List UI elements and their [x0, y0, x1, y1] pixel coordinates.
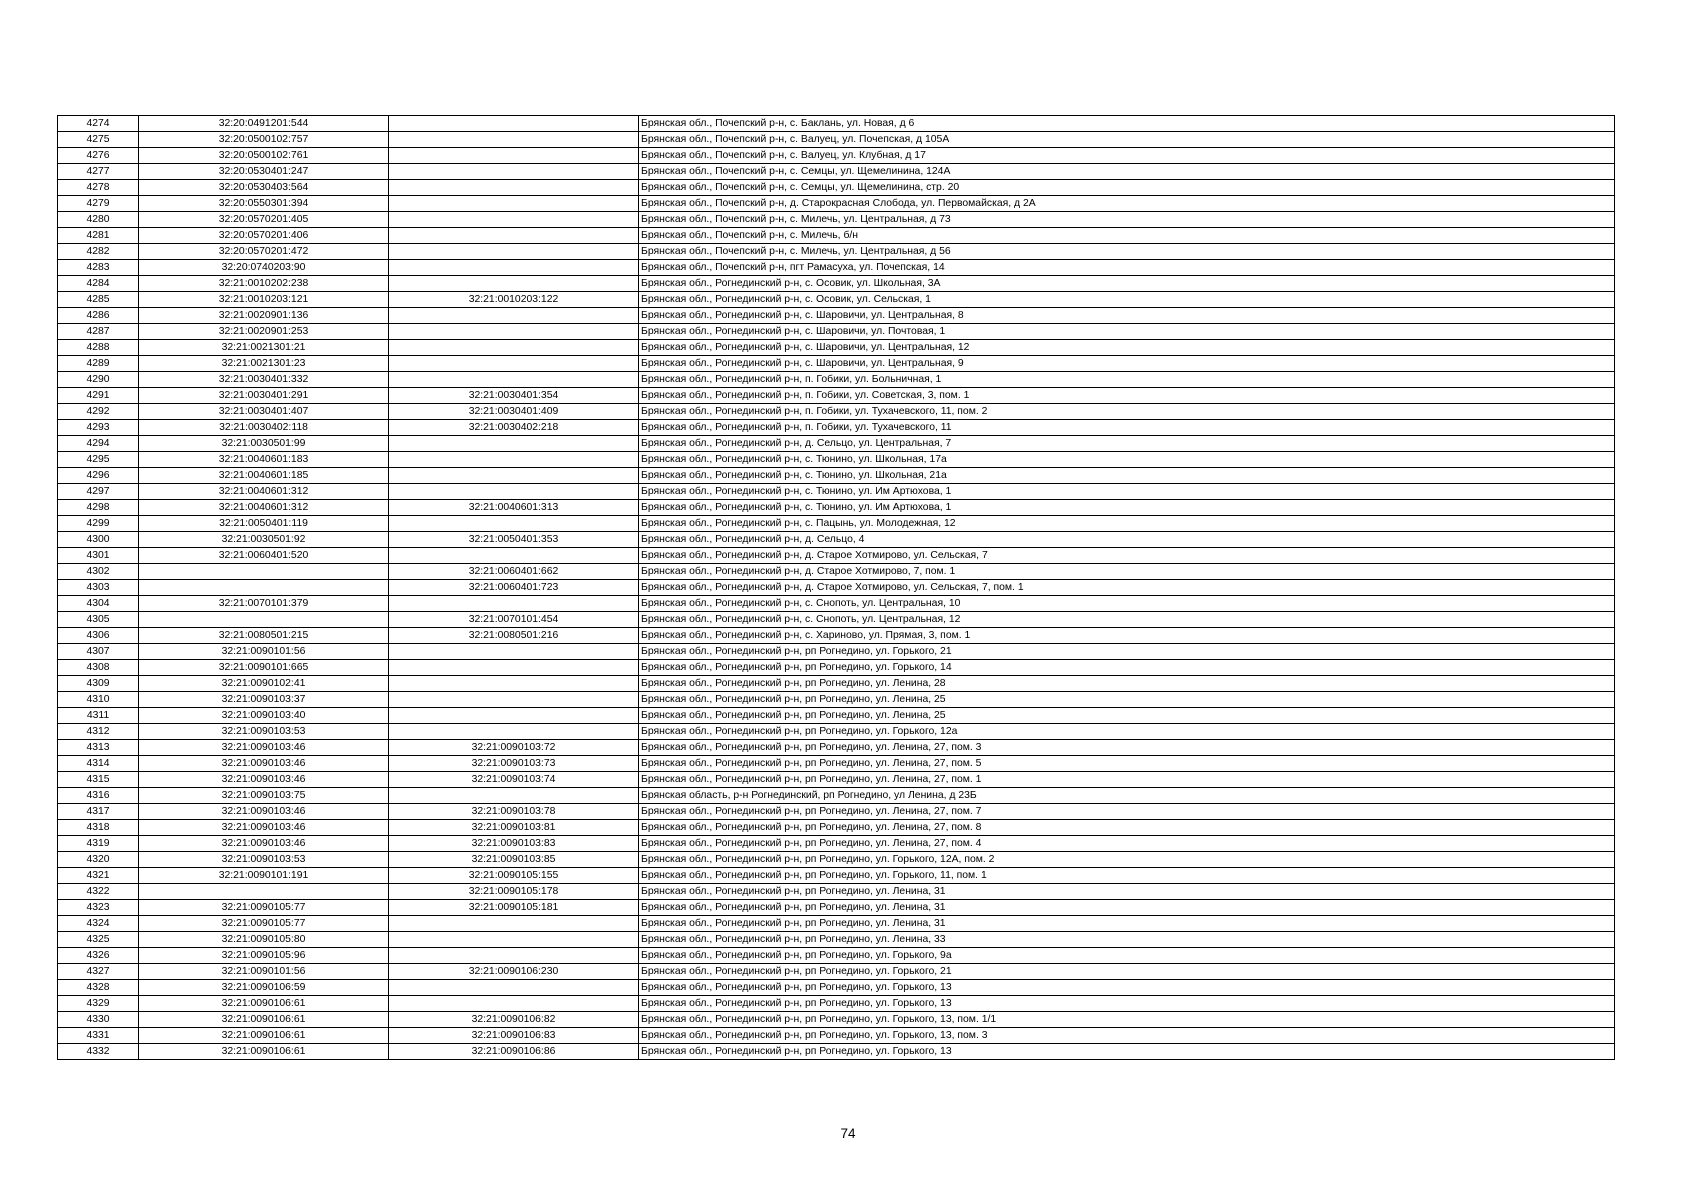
table-row — [58, 916, 1615, 932]
cadastral-number-cell: 32:21:0090103:53 — [139, 852, 389, 868]
linked-cadastral-number-cell — [389, 516, 639, 532]
address-cell: Брянская обл., Рогнединский р-н, рп Рогнедино, ул. Горького, 13 — [639, 1044, 1615, 1060]
cadastral-number-cell: 32:21:0090103:46 — [139, 756, 389, 772]
table-row — [58, 692, 1615, 708]
row-number-cell: 4324 — [58, 916, 139, 932]
linked-cadastral-number-cell — [389, 372, 639, 388]
linked-cadastral-number-cell: 32:21:0090106:86 — [389, 1044, 639, 1060]
row-number-cell: 4280 — [58, 212, 139, 228]
address-cell: Брянская обл., Рогнединский р-н, д. Сельцо, 4 — [639, 532, 1615, 548]
address-cell: Брянская обл., Рогнединский р-н, рп Рогнедино, ул. Ленина, 31 — [639, 900, 1615, 916]
linked-cadastral-number-cell — [389, 436, 639, 452]
row-number-cell: 4312 — [58, 724, 139, 740]
address-cell: Брянская обл., Рогнединский р-н, д. Старое Хотмирово, ул. Сельская, 7, пом. 1 — [639, 580, 1615, 596]
table-row — [58, 500, 1615, 516]
address-cell: Брянская обл., Рогнединский р-н, рп Рогнедино, ул. Ленина, 27, пом. 3 — [639, 740, 1615, 756]
cadastral-number-cell: 32:21:0090105:96 — [139, 948, 389, 964]
address-cell: Брянская обл., Рогнединский р-н, рп Рогнедино, ул. Ленина, 31 — [639, 916, 1615, 932]
address-cell: Брянская обл., Рогнединский р-н, с. Шаровичи, ул. Центральная, 8 — [639, 308, 1615, 324]
row-number-cell: 4320 — [58, 852, 139, 868]
table-row — [58, 852, 1615, 868]
table-row — [58, 228, 1615, 244]
cadastral-number-cell: 32:21:0090105:77 — [139, 916, 389, 932]
table-row — [58, 196, 1615, 212]
address-cell: Брянская обл., Почепский р-н, с. Милечь, ул. Центральная, д 56 — [639, 244, 1615, 260]
cadastral-number-cell: 32:20:0570201:405 — [139, 212, 389, 228]
cadastral-number-cell: 32:20:0491201:544 — [139, 116, 389, 132]
table-row — [58, 740, 1615, 756]
table-row — [58, 212, 1615, 228]
row-number-cell: 4305 — [58, 612, 139, 628]
linked-cadastral-number-cell — [389, 724, 639, 740]
cadastral-number-cell: 32:21:0040601:185 — [139, 468, 389, 484]
address-cell: Брянская обл., Рогнединский р-н, с. Шаровичи, ул. Центральная, 9 — [639, 356, 1615, 372]
address-cell: Брянская обл., Почепский р-н, с. Валуец, ул. Клубная, д 17 — [639, 148, 1615, 164]
linked-cadastral-number-cell: 32:21:0060401:723 — [389, 580, 639, 596]
table-row — [58, 132, 1615, 148]
cadastral-number-cell: 32:21:0040601:312 — [139, 484, 389, 500]
table-row — [58, 756, 1615, 772]
row-number-cell: 4284 — [58, 276, 139, 292]
row-number-cell: 4299 — [58, 516, 139, 532]
table-row — [58, 388, 1615, 404]
table-row — [58, 1044, 1615, 1060]
table-row — [58, 516, 1615, 532]
linked-cadastral-number-cell — [389, 260, 639, 276]
row-number-cell: 4296 — [58, 468, 139, 484]
cadastral-number-cell: 32:21:0030401:332 — [139, 372, 389, 388]
address-cell: Брянская обл., Рогнединский р-н, рп Рогнедино, ул. Горького, 21 — [639, 964, 1615, 980]
cadastral-number-cell: 32:21:0030501:99 — [139, 436, 389, 452]
linked-cadastral-number-cell: 32:21:0090105:155 — [389, 868, 639, 884]
address-cell: Брянская обл., Рогнединский р-н, рп Рогнедино, ул. Ленина, 27, пом. 5 — [639, 756, 1615, 772]
row-number-cell: 4308 — [58, 660, 139, 676]
cadastral-number-cell: 32:21:0030402:118 — [139, 420, 389, 436]
row-number-cell: 4295 — [58, 452, 139, 468]
linked-cadastral-number-cell — [389, 980, 639, 996]
cadastral-number-cell — [139, 564, 389, 580]
cadastral-number-cell: 32:21:0020901:136 — [139, 308, 389, 324]
table-row — [58, 644, 1615, 660]
row-number-cell: 4292 — [58, 404, 139, 420]
address-cell: Брянская обл., Рогнединский р-н, рп Рогнедино, ул. Горького, 13 — [639, 980, 1615, 996]
cadastral-number-cell: 32:21:0090103:53 — [139, 724, 389, 740]
address-cell: Брянская обл., Рогнединский р-н, д. Старое Хотмирово, ул. Сельская, 7 — [639, 548, 1615, 564]
address-cell: Брянская обл., Рогнединский р-н, д. Сельцо, ул. Центральная, 7 — [639, 436, 1615, 452]
row-number-cell: 4329 — [58, 996, 139, 1012]
table-row — [58, 180, 1615, 196]
linked-cadastral-number-cell: 32:21:0090103:81 — [389, 820, 639, 836]
linked-cadastral-number-cell: 32:21:0090103:73 — [389, 756, 639, 772]
row-number-cell: 4331 — [58, 1028, 139, 1044]
address-cell: Брянская обл., Почепский р-н, пгт Рамасуха, ул. Почепская, 14 — [639, 260, 1615, 276]
cadastral-number-cell: 32:21:0090103:37 — [139, 692, 389, 708]
address-cell: Брянская обл., Почепский р-н, д. Старокрасная Слобода, ул. Первомайская, д 2А — [639, 196, 1615, 212]
row-number-cell: 4323 — [58, 900, 139, 916]
row-number-cell: 4281 — [58, 228, 139, 244]
table-row — [58, 772, 1615, 788]
cadastral-number-cell: 32:21:0090106:61 — [139, 1044, 389, 1060]
registry-table-body — [58, 116, 1615, 1060]
linked-cadastral-number-cell — [389, 996, 639, 1012]
address-cell: Брянская обл., Рогнединский р-н, рп Рогнедино, ул. Горького, 13 — [639, 996, 1615, 1012]
address-cell: Брянская обл., Рогнединский р-н, рп Рогнедино, ул. Ленина, 27, пом. 8 — [639, 820, 1615, 836]
table-row — [58, 372, 1615, 388]
row-number-cell: 4327 — [58, 964, 139, 980]
row-number-cell: 4313 — [58, 740, 139, 756]
cadastral-number-cell: 32:21:0090103:46 — [139, 804, 389, 820]
address-cell: Брянская обл., Рогнединский р-н, с. Тюнино, ул. Школьная, 17а — [639, 452, 1615, 468]
cadastral-number-cell: 32:21:0050401:119 — [139, 516, 389, 532]
linked-cadastral-number-cell — [389, 948, 639, 964]
row-number-cell: 4322 — [58, 884, 139, 900]
cadastral-number-cell: 32:21:0021301:21 — [139, 340, 389, 356]
address-cell: Брянская обл., Рогнединский р-н, п. Гобики, ул. Тухачевского, 11 — [639, 420, 1615, 436]
row-number-cell: 4307 — [58, 644, 139, 660]
address-cell: Брянская обл., Рогнединский р-н, с. Осовик, ул. Сельская, 1 — [639, 292, 1615, 308]
cadastral-number-cell: 32:21:0090106:61 — [139, 1012, 389, 1028]
linked-cadastral-number-cell: 32:21:0080501:216 — [389, 628, 639, 644]
row-number-cell: 4306 — [58, 628, 139, 644]
linked-cadastral-number-cell — [389, 788, 639, 804]
table-row — [58, 788, 1615, 804]
cadastral-number-cell: 32:21:0090103:46 — [139, 820, 389, 836]
row-number-cell: 4283 — [58, 260, 139, 276]
linked-cadastral-number-cell: 32:21:0090103:85 — [389, 852, 639, 868]
row-number-cell: 4315 — [58, 772, 139, 788]
table-row — [58, 244, 1615, 260]
cadastral-number-cell: 32:20:0570201:472 — [139, 244, 389, 260]
table-row — [58, 820, 1615, 836]
address-cell: Брянская обл., Рогнединский р-н, с. Шаровичи, ул. Почтовая, 1 — [639, 324, 1615, 340]
cadastral-number-cell: 32:21:0090106:61 — [139, 996, 389, 1012]
cadastral-number-cell: 32:21:0010202:238 — [139, 276, 389, 292]
address-cell: Брянская обл., Рогнединский р-н, рп Рогнедино, ул. Горького, 12а — [639, 724, 1615, 740]
table-row — [58, 548, 1615, 564]
linked-cadastral-number-cell — [389, 484, 639, 500]
address-cell: Брянская обл., Почепский р-н, с. Семцы, ул. Щемелинина, стр. 20 — [639, 180, 1615, 196]
cadastral-number-cell: 32:21:0090103:75 — [139, 788, 389, 804]
linked-cadastral-number-cell: 32:21:0090103:78 — [389, 804, 639, 820]
linked-cadastral-number-cell — [389, 676, 639, 692]
cadastral-number-cell: 32:21:0060401:520 — [139, 548, 389, 564]
cadastral-number-cell: 32:21:0090105:77 — [139, 900, 389, 916]
row-number-cell: 4300 — [58, 532, 139, 548]
table-row — [58, 452, 1615, 468]
address-cell: Брянская обл., Рогнединский р-н, с. Шаровичи, ул. Центральная, 12 — [639, 340, 1615, 356]
row-number-cell: 4279 — [58, 196, 139, 212]
cadastral-number-cell: 32:20:0570201:406 — [139, 228, 389, 244]
table-row — [58, 724, 1615, 740]
row-number-cell: 4276 — [58, 148, 139, 164]
table-row — [58, 980, 1615, 996]
address-cell: Брянская обл., Рогнединский р-н, с. Снопоть, ул. Центральная, 10 — [639, 596, 1615, 612]
row-number-cell: 4275 — [58, 132, 139, 148]
address-cell: Брянская обл., Рогнединский р-н, с. Осовик, ул. Школьная, 3А — [639, 276, 1615, 292]
row-number-cell: 4277 — [58, 164, 139, 180]
address-cell: Брянская обл., Рогнединский р-н, рп Рогнедино, ул. Ленина, 25 — [639, 708, 1615, 724]
table-row — [58, 436, 1615, 452]
row-number-cell: 4274 — [58, 116, 139, 132]
cadastral-number-cell: 32:20:0500102:761 — [139, 148, 389, 164]
table-row — [58, 484, 1615, 500]
row-number-cell: 4289 — [58, 356, 139, 372]
row-number-cell: 4285 — [58, 292, 139, 308]
address-cell: Брянская обл., Рогнединский р-н, рп Рогнедино, ул. Горького, 9а — [639, 948, 1615, 964]
row-number-cell: 4301 — [58, 548, 139, 564]
address-cell: Брянская обл., Рогнединский р-н, рп Рогнедино, ул. Ленина, 33 — [639, 932, 1615, 948]
linked-cadastral-number-cell: 32:21:0050401:353 — [389, 532, 639, 548]
table-row — [58, 340, 1615, 356]
table-row — [58, 804, 1615, 820]
address-cell: Брянская обл., Рогнединский р-н, с. Тюнино, ул. Им Артюхова, 1 — [639, 484, 1615, 500]
row-number-cell: 4287 — [58, 324, 139, 340]
cadastral-number-cell: 32:21:0010203:121 — [139, 292, 389, 308]
linked-cadastral-number-cell: 32:21:0030401:354 — [389, 388, 639, 404]
row-number-cell: 4328 — [58, 980, 139, 996]
address-cell: Брянская обл., Рогнединский р-н, с. Тюнино, ул. Им Артюхова, 1 — [639, 500, 1615, 516]
cadastral-number-cell: 32:21:0021301:23 — [139, 356, 389, 372]
linked-cadastral-number-cell: 32:21:0090106:230 — [389, 964, 639, 980]
linked-cadastral-number-cell: 32:21:0010203:122 — [389, 292, 639, 308]
row-number-cell: 4317 — [58, 804, 139, 820]
cadastral-number-cell: 32:21:0090101:191 — [139, 868, 389, 884]
row-number-cell: 4278 — [58, 180, 139, 196]
address-cell: Брянская обл., Почепский р-н, с. Семцы, ул. Щемелинина, 124А — [639, 164, 1615, 180]
table-row — [58, 260, 1615, 276]
table-row — [58, 324, 1615, 340]
row-number-cell: 4311 — [58, 708, 139, 724]
table-row — [58, 948, 1615, 964]
cadastral-number-cell: 32:21:0070101:379 — [139, 596, 389, 612]
linked-cadastral-number-cell — [389, 324, 639, 340]
cadastral-number-cell: 32:21:0090103:46 — [139, 772, 389, 788]
cadastral-number-cell: 32:21:0030401:291 — [139, 388, 389, 404]
address-cell: Брянская обл., Рогнединский р-н, рп Рогнедино, ул. Горького, 12А, пом. 2 — [639, 852, 1615, 868]
address-cell: Брянская обл., Рогнединский р-н, п. Гобики, ул. Советская, 3, пом. 1 — [639, 388, 1615, 404]
row-number-cell: 4310 — [58, 692, 139, 708]
linked-cadastral-number-cell — [389, 468, 639, 484]
row-number-cell: 4286 — [58, 308, 139, 324]
cadastral-number-cell: 32:21:0020901:253 — [139, 324, 389, 340]
address-cell: Брянская обл., Рогнединский р-н, рп Рогнедино, ул. Ленина, 25 — [639, 692, 1615, 708]
cadastral-number-cell — [139, 884, 389, 900]
address-cell: Брянская обл., Рогнединский р-н, п. Гобики, ул. Тухачевского, 11, пом. 2 — [639, 404, 1615, 420]
cadastral-number-cell: 32:21:0040601:183 — [139, 452, 389, 468]
row-number-cell: 4303 — [58, 580, 139, 596]
linked-cadastral-number-cell: 32:21:0090106:82 — [389, 1012, 639, 1028]
linked-cadastral-number-cell: 32:21:0090105:181 — [389, 900, 639, 916]
table-row — [58, 836, 1615, 852]
linked-cadastral-number-cell — [389, 596, 639, 612]
cadastral-number-cell: 32:20:0530401:247 — [139, 164, 389, 180]
cadastral-number-cell: 32:20:0530403:564 — [139, 180, 389, 196]
linked-cadastral-number-cell — [389, 116, 639, 132]
address-cell: Брянская обл., Рогнединский р-н, п. Гобики, ул. Больничная, 1 — [639, 372, 1615, 388]
linked-cadastral-number-cell — [389, 660, 639, 676]
linked-cadastral-number-cell: 32:21:0070101:454 — [389, 612, 639, 628]
linked-cadastral-number-cell: 32:21:0030401:409 — [389, 404, 639, 420]
address-cell: Брянская обл., Рогнединский р-н, д. Старое Хотмирово, 7, пом. 1 — [639, 564, 1615, 580]
table-row — [58, 356, 1615, 372]
table-row — [58, 404, 1615, 420]
registry-table — [57, 115, 1615, 1060]
linked-cadastral-number-cell — [389, 148, 639, 164]
cadastral-number-cell — [139, 580, 389, 596]
linked-cadastral-number-cell — [389, 692, 639, 708]
cadastral-number-cell: 32:21:0080501:215 — [139, 628, 389, 644]
table-row — [58, 580, 1615, 596]
linked-cadastral-number-cell — [389, 276, 639, 292]
cadastral-number-cell: 32:21:0090101:56 — [139, 964, 389, 980]
address-cell: Брянская обл., Почепский р-н, с. Милечь, б/н — [639, 228, 1615, 244]
table-row — [58, 292, 1615, 308]
cadastral-number-cell: 32:21:0030401:407 — [139, 404, 389, 420]
address-cell: Брянская область, р-н Рогнединский, рп Рогнедино, ул Ленина, д 23Б — [639, 788, 1615, 804]
cadastral-number-cell — [139, 612, 389, 628]
table-row — [58, 532, 1615, 548]
linked-cadastral-number-cell — [389, 452, 639, 468]
cadastral-number-cell: 32:20:0550301:394 — [139, 196, 389, 212]
table-row — [58, 308, 1615, 324]
linked-cadastral-number-cell: 32:21:0060401:662 — [389, 564, 639, 580]
linked-cadastral-number-cell: 32:21:0090106:83 — [389, 1028, 639, 1044]
linked-cadastral-number-cell: 32:21:0040601:313 — [389, 500, 639, 516]
table-row — [58, 148, 1615, 164]
address-cell: Брянская обл., Рогнединский р-н, рп Рогнедино, ул. Горького, 13, пом. 3 — [639, 1028, 1615, 1044]
cadastral-number-cell: 32:21:0090101:665 — [139, 660, 389, 676]
linked-cadastral-number-cell — [389, 356, 639, 372]
row-number-cell: 4325 — [58, 932, 139, 948]
table-row — [58, 1028, 1615, 1044]
row-number-cell: 4309 — [58, 676, 139, 692]
address-cell: Брянская обл., Рогнединский р-н, с. Снопоть, ул. Центральная, 12 — [639, 612, 1615, 628]
cadastral-number-cell: 32:21:0090103:46 — [139, 740, 389, 756]
table-row — [58, 564, 1615, 580]
page-number: 74 — [840, 1126, 856, 1141]
address-cell: Брянская обл., Рогнединский р-н, с. Тюнино, ул. Школьная, 21а — [639, 468, 1615, 484]
linked-cadastral-number-cell — [389, 228, 639, 244]
address-cell: Брянская обл., Рогнединский р-н, рп Рогнедино, ул. Ленина, 31 — [639, 884, 1615, 900]
row-number-cell: 4304 — [58, 596, 139, 612]
address-cell: Брянская обл., Рогнединский р-н, рп Рогнедино, ул. Горького, 11, пом. 1 — [639, 868, 1615, 884]
table-row — [58, 468, 1615, 484]
cadastral-number-cell: 32:21:0090103:46 — [139, 836, 389, 852]
row-number-cell: 4326 — [58, 948, 139, 964]
row-number-cell: 4316 — [58, 788, 139, 804]
table-row — [58, 1012, 1615, 1028]
address-cell: Брянская обл., Рогнединский р-н, рп Рогнедино, ул. Ленина, 28 — [639, 676, 1615, 692]
cadastral-number-cell: 32:21:0090106:59 — [139, 980, 389, 996]
address-cell: Брянская обл., Рогнединский р-н, рп Рогнедино, ул. Горького, 21 — [639, 644, 1615, 660]
row-number-cell: 4294 — [58, 436, 139, 452]
linked-cadastral-number-cell — [389, 132, 639, 148]
linked-cadastral-number-cell — [389, 244, 639, 260]
address-cell: Брянская обл., Рогнединский р-н, рп Рогнедино, ул. Ленина, 27, пом. 7 — [639, 804, 1615, 820]
address-cell: Брянская обл., Рогнединский р-н, рп Рогнедино, ул. Ленина, 27, пом. 4 — [639, 836, 1615, 852]
address-cell: Брянская обл., Рогнединский р-н, рп Рогнедино, ул. Горького, 14 — [639, 660, 1615, 676]
table-row — [58, 612, 1615, 628]
linked-cadastral-number-cell — [389, 164, 639, 180]
table-row — [58, 964, 1615, 980]
cadastral-number-cell: 32:21:0090102:41 — [139, 676, 389, 692]
row-number-cell: 4288 — [58, 340, 139, 356]
cadastral-number-cell: 32:21:0090105:80 — [139, 932, 389, 948]
address-cell: Брянская обл., Почепский р-н, с. Баклань, ул. Новая, д 6 — [639, 116, 1615, 132]
row-number-cell: 4290 — [58, 372, 139, 388]
row-number-cell: 4319 — [58, 836, 139, 852]
linked-cadastral-number-cell — [389, 180, 639, 196]
linked-cadastral-number-cell — [389, 932, 639, 948]
cadastral-number-cell: 32:21:0040601:312 — [139, 500, 389, 516]
table-row — [58, 660, 1615, 676]
linked-cadastral-number-cell: 32:21:0030402:218 — [389, 420, 639, 436]
cadastral-number-cell: 32:21:0090106:61 — [139, 1028, 389, 1044]
row-number-cell: 4291 — [58, 388, 139, 404]
table-row — [58, 420, 1615, 436]
address-cell: Брянская обл., Рогнединский р-н, рп Рогнедино, ул. Ленина, 27, пом. 1 — [639, 772, 1615, 788]
table-row — [58, 676, 1615, 692]
linked-cadastral-number-cell: 32:21:0090103:72 — [389, 740, 639, 756]
cadastral-number-cell: 32:21:0090101:56 — [139, 644, 389, 660]
cadastral-number-cell: 32:21:0030501:92 — [139, 532, 389, 548]
cadastral-number-cell: 32:20:0740203:90 — [139, 260, 389, 276]
linked-cadastral-number-cell — [389, 548, 639, 564]
linked-cadastral-number-cell — [389, 308, 639, 324]
linked-cadastral-number-cell — [389, 196, 639, 212]
linked-cadastral-number-cell — [389, 212, 639, 228]
address-cell: Брянская обл., Рогнединский р-н, рп Рогнедино, ул. Горького, 13, пом. 1/1 — [639, 1012, 1615, 1028]
table-row — [58, 996, 1615, 1012]
table-row — [58, 276, 1615, 292]
table-row — [58, 116, 1615, 132]
table-row — [58, 628, 1615, 644]
cadastral-number-cell: 32:20:0500102:757 — [139, 132, 389, 148]
table-row — [58, 932, 1615, 948]
row-number-cell: 4282 — [58, 244, 139, 260]
table-row — [58, 596, 1615, 612]
table-row — [58, 900, 1615, 916]
table-row — [58, 884, 1615, 900]
row-number-cell: 4293 — [58, 420, 139, 436]
address-cell: Брянская обл., Рогнединский р-н, с. Пацынь, ул. Молодежная, 12 — [639, 516, 1615, 532]
address-cell: Брянская обл., Почепский р-н, с. Милечь, ул. Центральная, д 73 — [639, 212, 1615, 228]
linked-cadastral-number-cell: 32:21:0090103:74 — [389, 772, 639, 788]
address-cell: Брянская обл., Почепский р-н, с. Валуец, ул. Почепская, д 105А — [639, 132, 1615, 148]
row-number-cell: 4297 — [58, 484, 139, 500]
linked-cadastral-number-cell — [389, 916, 639, 932]
cadastral-number-cell: 32:21:0090103:40 — [139, 708, 389, 724]
row-number-cell: 4302 — [58, 564, 139, 580]
row-number-cell: 4332 — [58, 1044, 139, 1060]
row-number-cell: 4314 — [58, 756, 139, 772]
linked-cadastral-number-cell — [389, 644, 639, 660]
table-row — [58, 708, 1615, 724]
linked-cadastral-number-cell: 32:21:0090105:178 — [389, 884, 639, 900]
linked-cadastral-number-cell: 32:21:0090103:83 — [389, 836, 639, 852]
table-row — [58, 164, 1615, 180]
address-cell: Брянская обл., Рогнединский р-н, с. Хариново, ул. Прямая, 3, пом. 1 — [639, 628, 1615, 644]
row-number-cell: 4330 — [58, 1012, 139, 1028]
row-number-cell: 4321 — [58, 868, 139, 884]
row-number-cell: 4318 — [58, 820, 139, 836]
table-row — [58, 868, 1615, 884]
linked-cadastral-number-cell — [389, 340, 639, 356]
row-number-cell: 4298 — [58, 500, 139, 516]
linked-cadastral-number-cell — [389, 708, 639, 724]
